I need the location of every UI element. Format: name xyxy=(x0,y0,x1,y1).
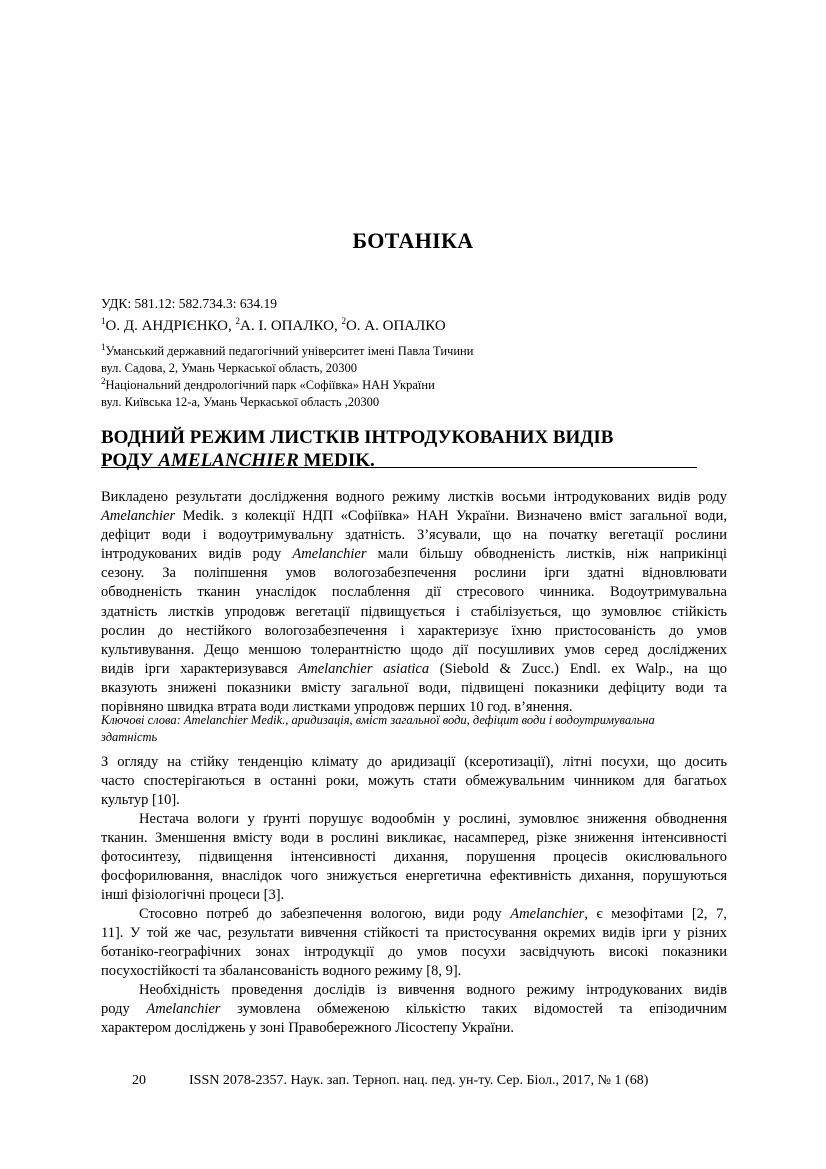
author: $^2$О. А. ОПАЛКО xyxy=(341,316,446,334)
paragraph-3: Стосовно потреб до забезпечення вологою, види роду Amelanchier, є мезофітами [2, 7, 11]. У той же час, результати вивчення стійкості та пристосування окремих видів ірги у різних ботаніко-географічних зонах інтродукції до умов посухи засвідчують високі показники посухостійкості та збалансованість водного режиму [8, 9]. xyxy=(101,906,727,980)
abstract: Викладено результати дослідження водного режиму листків восьми інтродукованих видів роду Amelanchier Medik. з колекції НДП «Софіївка» НАН України. Визначено вміст загальної води, дефіцит води і водоутримувальну здатність. З’ясували, що на початку вегетації рослини інтродукованих видів роду Amelanchier мали більшу обводненість листків, ніж наприкінці сезону. За поліпшення умов вологозабезпечення рослини ірги здатні відновлювати обводненість тканин унаслідок послаблення дії стресового чинника. Водоутримувальна здатність листків упродовж вегетації підвищується і стабілізується, що зумовлює стійкість рослин до нестійкого вологозабезпечення і характеризує їхню пристосованість до умов культивування. Дещо меншою толерантністю щодо дії посушливих умов серед досліджених видів ірги характеризувався Amelanchier asiatica (Siebold & Zucc.) Endl. ex Walp., на що вказують знижені показники вмісту загальної води, підвищені показники дефіциту води та порівняно швидка втрата води листками упродовж перших 10 год. в’янення. xyxy=(101,489,727,716)
paragraph-4: Необхідність проведення дослідів із вивчення водного режиму інтродукованих видів роду Amelanchier зумовлена обмеженою кількістю таких відомостей та епізодичним характером досліджень у зоні Правобережного Лісостепу України. xyxy=(101,982,727,1037)
udk-code: УДК: 581.12: 582.734.3: 634.19 xyxy=(101,296,278,311)
paragraph-2: Нестача вологи у ґрунті порушує водообмін у рослині, зумовлює зниження обводнення тканин. Зменшення вмісту води в рослині викликає, насамперед, різке зниження інтенсивності фотосинтезу, підвищення інтенсивності дихання, порушення процесів окислювального фосфорилювання, внаслідок чого знижується енергетична ефективність дихання, порушуються інші фізіологічні процеси [3]. xyxy=(101,811,727,904)
page-number: 20 xyxy=(132,1073,146,1088)
author-list xyxy=(101,318,446,335)
author: $^1$О. Д. АНДРІЄНКО, xyxy=(101,316,236,334)
keywords: Ключові слова: Amelanchier Medik., аридизація, вміст загальної води, дефіцит води і водоутримувальна здатність xyxy=(101,713,655,744)
journal-citation: ISSN 2078-2357. Наук. зап. Терноп. нац. пед. ун-ту. Сер. Біол., 2017, № 1 (68) xyxy=(189,1073,649,1088)
article-title: ВОДНИЙ РЕЖИМ ЛИСТКІВ ІНТРОДУКОВАНИХ ВИДІВ РОДУ AMELANCHIER MEDIK. xyxy=(101,427,614,471)
section-title: БОТАНІКА xyxy=(352,228,474,253)
title-underline xyxy=(101,467,697,468)
affiliation-1: $^1$Уманський державний педагогічний університет імені Павла Тичини вул. Садова, 2, Умань Черкаської область, 20300 $^2$Національний дендрологічний парк «Софіївка» НАН України вул. Київська 12-а, Умань Черкаської область ,20300 xyxy=(101,341,474,409)
author: $^2$А. І. ОПАЛКО, xyxy=(235,316,342,334)
paragraph-1: З огляду на стійку тенденцію клімату до аридизації (ксеротизації), літні посухи, що досить часто спостерігаються в останні роки, можуть стати обмежувальним чинником для багатьох культур [10]. xyxy=(101,754,727,809)
